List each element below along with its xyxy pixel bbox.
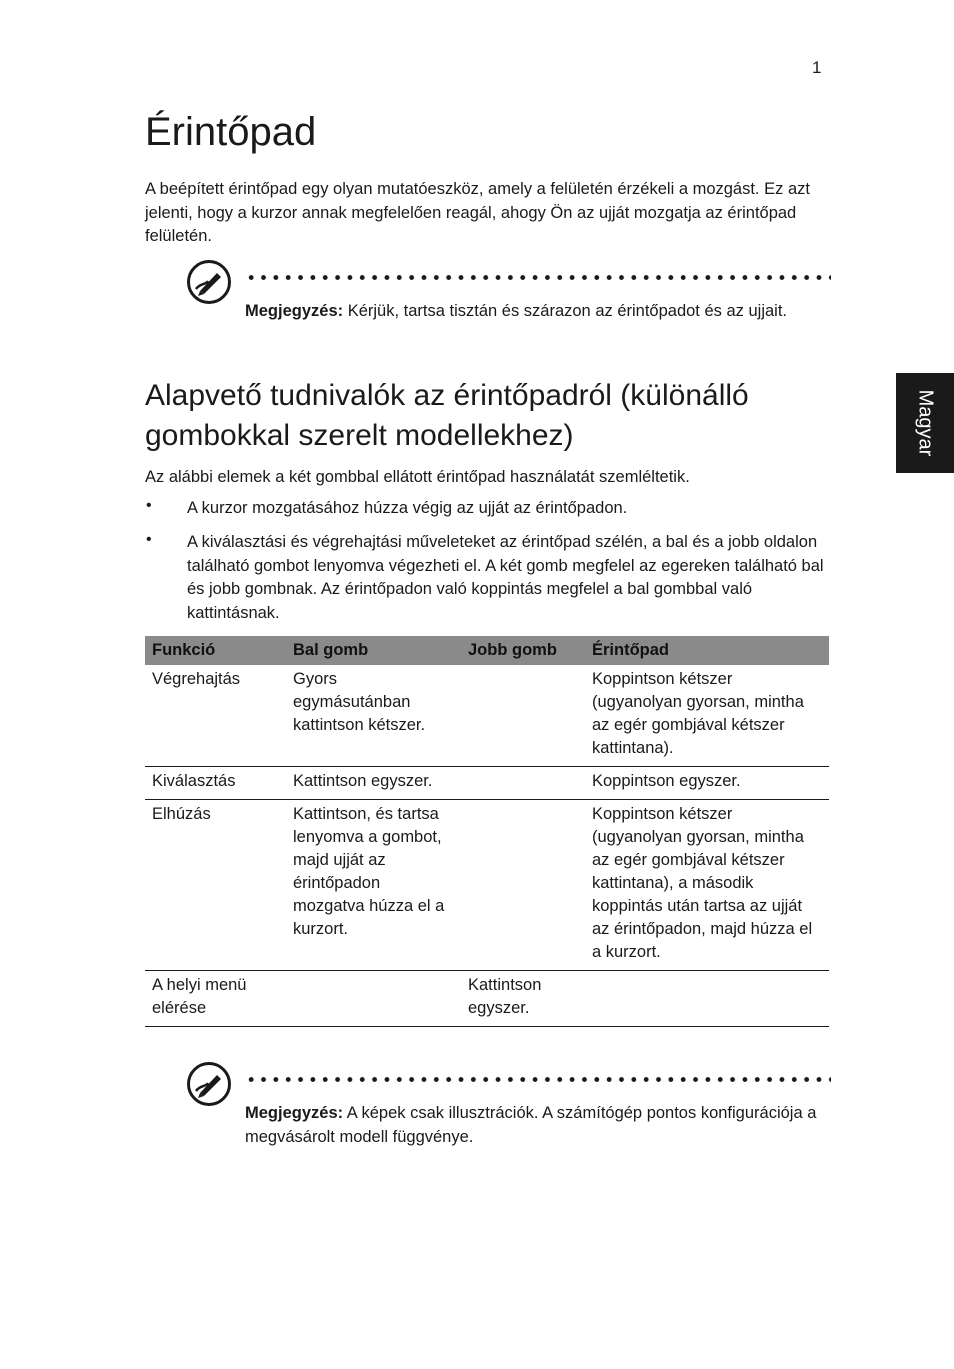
section-intro: Az alábbi elemek a két gombbal ellátott érintőpad használatát szemléltetik. bbox=[145, 468, 690, 486]
note-1-text: Kérjük, tartsa tisztán és szárazon az érintőpadot és az ujjait. bbox=[343, 302, 788, 320]
column-header: Érintőpad bbox=[585, 636, 829, 665]
table-cell: Végrehajtás bbox=[145, 665, 286, 767]
table-cell bbox=[286, 971, 461, 1027]
note-divider bbox=[245, 1077, 831, 1082]
table-cell: Koppintson egyszer. bbox=[585, 767, 829, 800]
table-cell: A helyi menü elérése bbox=[145, 971, 286, 1027]
bullet-item: A kurzor mozgatásához húzza végig az ujját az érintőpadon. bbox=[187, 499, 628, 517]
table-cell: Gyors egymásutánban kattintson kétszer. bbox=[286, 665, 461, 767]
note-2 bbox=[245, 1102, 835, 1149]
column-header: Jobb gomb bbox=[461, 636, 585, 665]
bullet-icon: • bbox=[146, 531, 152, 548]
language-tab bbox=[896, 373, 954, 473]
note-pen-icon bbox=[186, 1061, 232, 1107]
table-cell bbox=[461, 767, 585, 800]
touchpad-function-table bbox=[145, 636, 829, 1027]
table-cell: Kattintson, és tartsa lenyomva a gombot, majd ujját az érintőpadon mozgatva húzza el a kurzort. bbox=[286, 800, 461, 971]
table-cell bbox=[585, 971, 829, 1027]
note-divider bbox=[245, 275, 831, 280]
table-cell bbox=[461, 665, 585, 767]
intro-paragraph: A beépített érintőpad egy olyan mutatóeszköz, amely a felületén érzékeli a mozgást. Ez azt jelenti, hogy a kurzor annak megfelelően reagál, ahogy Ön az ujját mozgatja az érintőpad felületén. bbox=[145, 180, 810, 245]
table-cell: Kattintson egyszer. bbox=[461, 971, 585, 1027]
note-2-text: A képek csak illusztrációk. A számítógép pontos konfigurációja a megvásárolt modell függvénye. bbox=[245, 1104, 817, 1146]
table-cell: Elhúzás bbox=[145, 800, 286, 971]
column-header: Funkció bbox=[145, 636, 286, 665]
section-title: Alapvető tudnivalók az érintőpadról (különálló gombokkal szerelt modellekhez) bbox=[145, 379, 749, 452]
note-1-label: Megjegyzés: bbox=[245, 302, 344, 320]
page-number: 1 bbox=[812, 58, 822, 77]
table-cell: Kiválasztás bbox=[145, 767, 286, 800]
table-cell: Koppintson kétszer (ugyanolyan gyorsan, mintha az egér gombjával kétszer kattintana), a második koppintás után tartsa az ujját az érintőpadon, majd húzza el a kurzort. bbox=[585, 800, 829, 971]
column-header: Bal gomb bbox=[286, 636, 461, 665]
language-tab-label: Magyar bbox=[914, 389, 937, 457]
table-cell: Kattintson egyszer. bbox=[286, 767, 461, 800]
table-row bbox=[145, 665, 829, 767]
bullet-item: A kiválasztási és végrehajtási műveleteket az érintőpad szélén, a bal és a jobb oldalon található gombot lenyomva végezheti el. A két gomb megfelel az egereken található bal és jobb gombnak. Az érintőpadon való koppintás megfelel a bal gombbal való kattintásnak. bbox=[187, 533, 824, 622]
table-row bbox=[145, 767, 829, 800]
table-row bbox=[145, 800, 829, 971]
note-2-label: Megjegyzés: bbox=[245, 1104, 344, 1122]
table-header-row bbox=[145, 636, 829, 665]
note-pen-icon bbox=[186, 259, 232, 305]
page-title: Érintőpad bbox=[145, 110, 317, 154]
table-cell bbox=[461, 800, 585, 971]
bullet-icon: • bbox=[146, 497, 152, 514]
table-cell: Koppintson kétszer (ugyanolyan gyorsan, mintha az egér gombjával kétszer kattintana). bbox=[585, 665, 829, 767]
table-row bbox=[145, 971, 829, 1027]
note-1 bbox=[245, 300, 835, 324]
